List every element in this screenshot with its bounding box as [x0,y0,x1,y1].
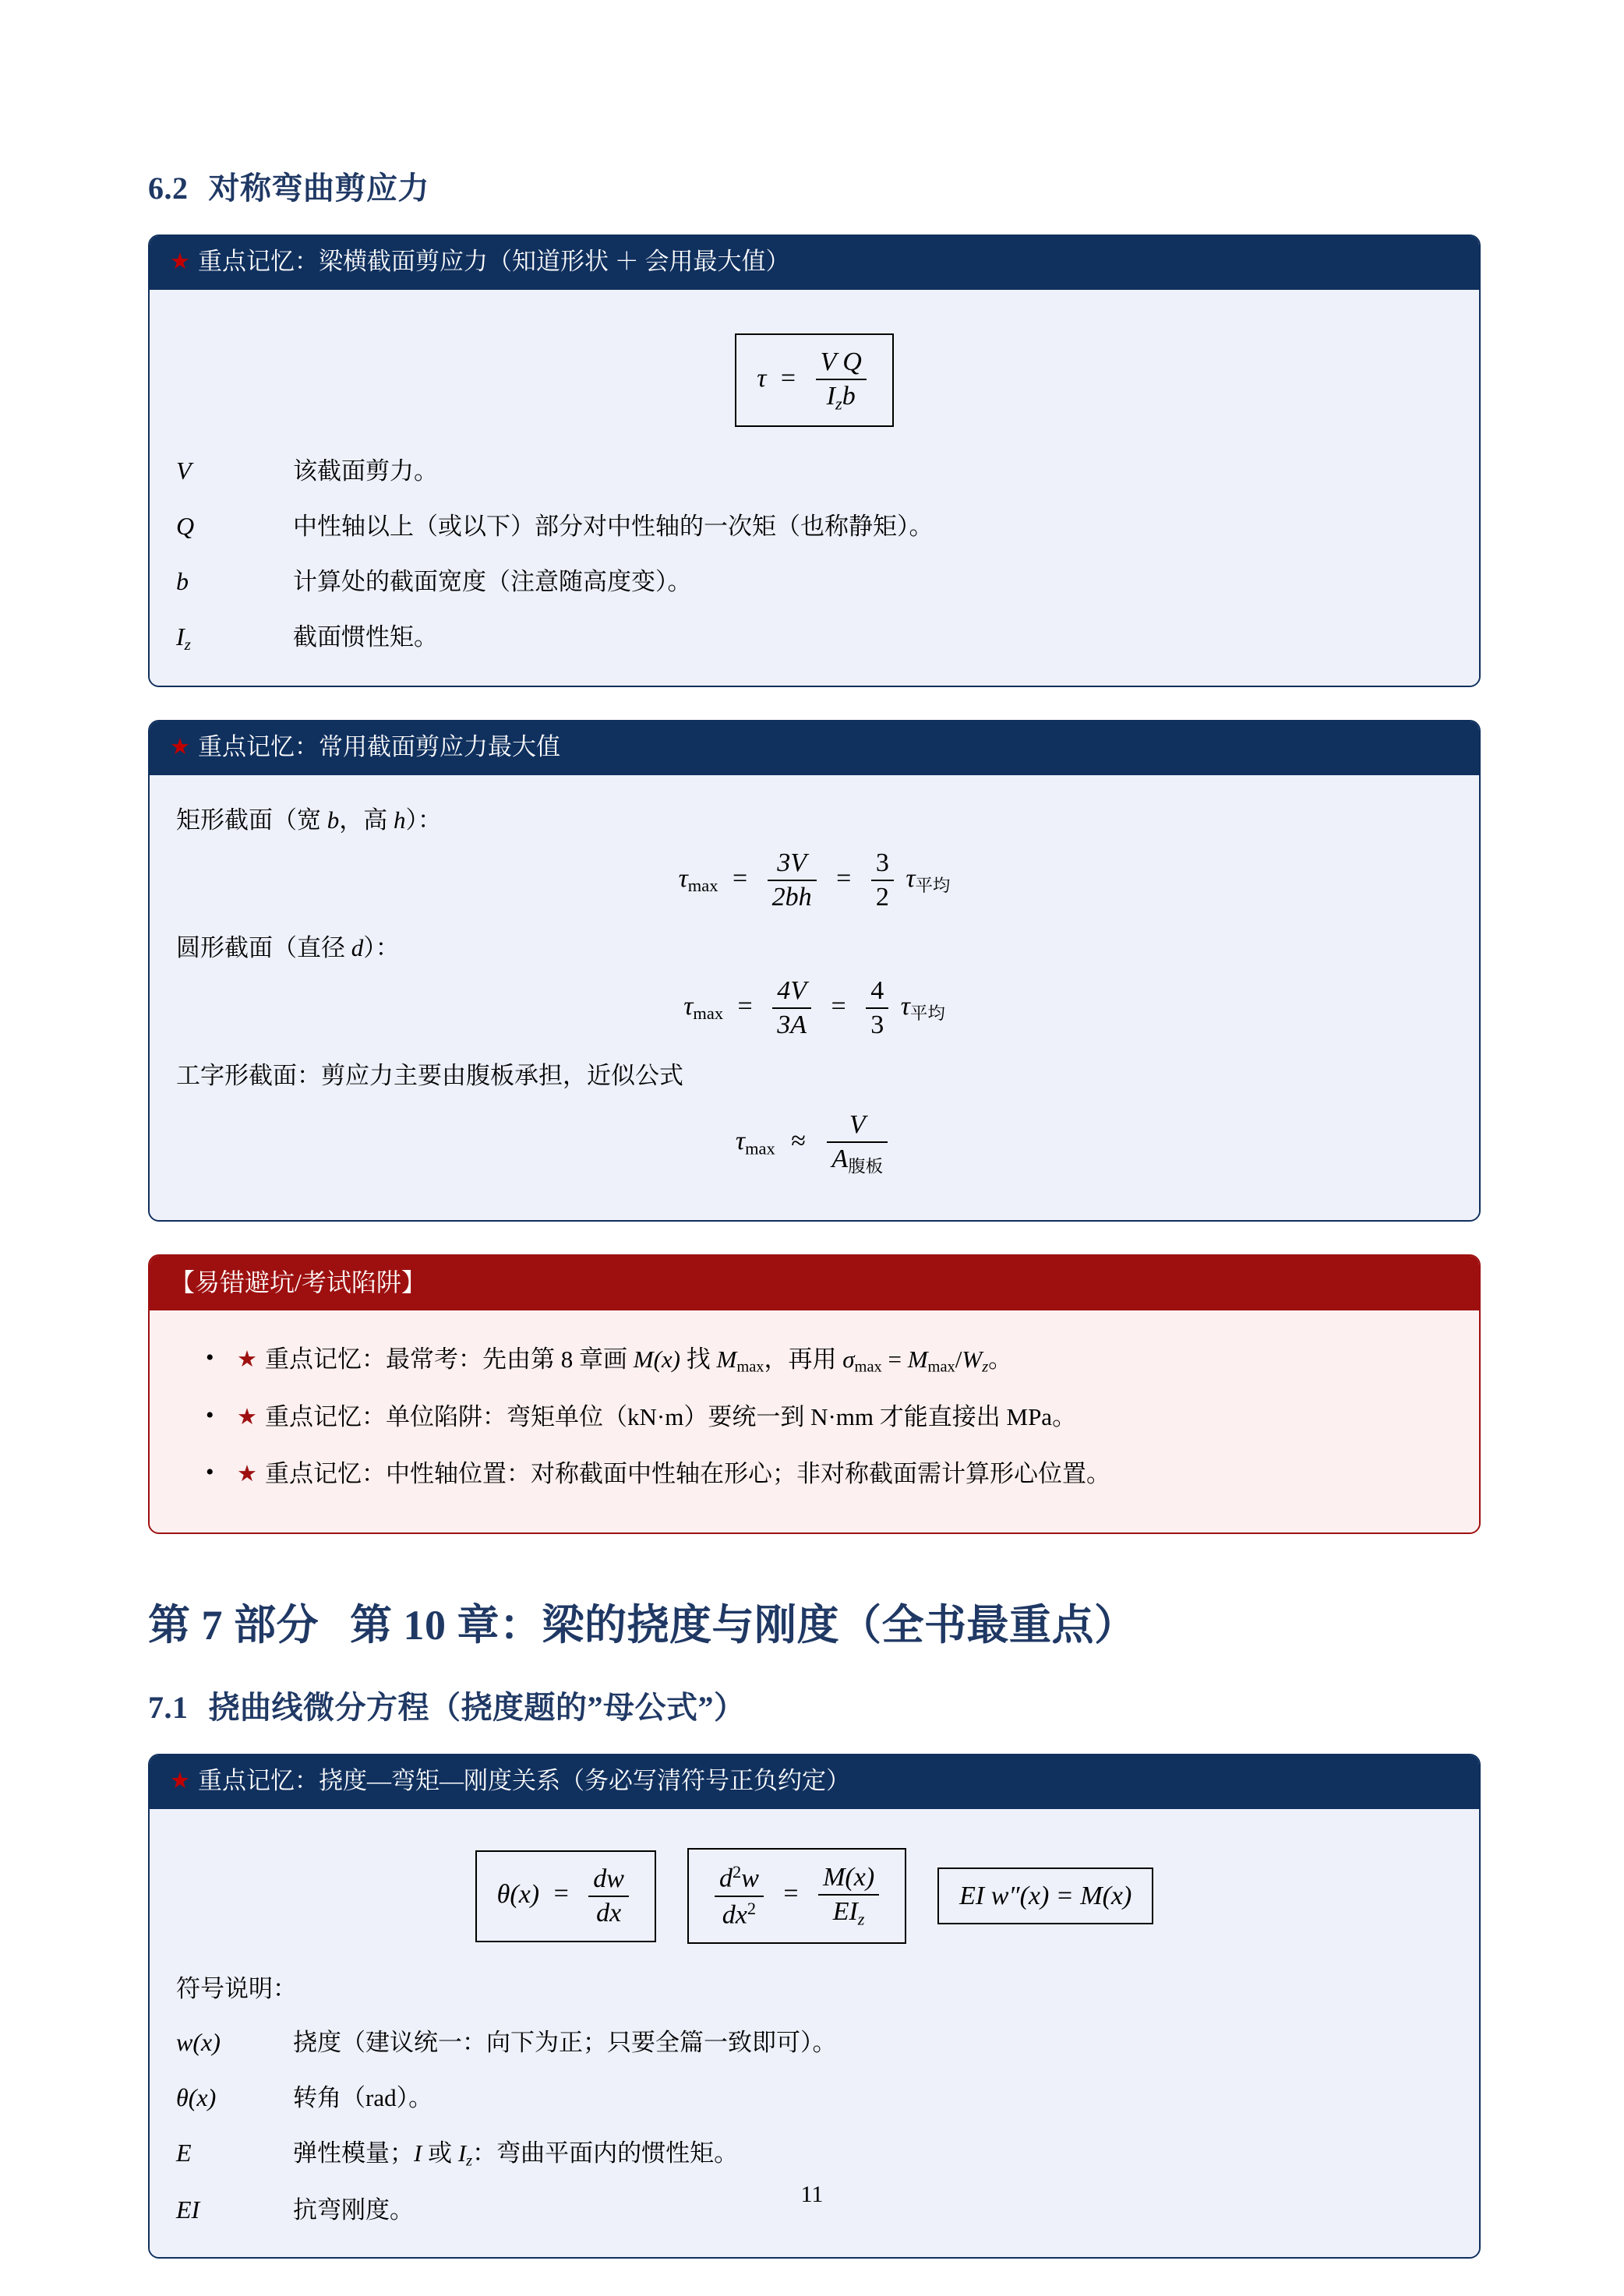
callout-box-shear-stress [148,235,1481,687]
fraction-denominator: dx [588,1896,629,1928]
pitfall-list [176,1342,1453,1492]
formula-box [735,333,894,427]
rect-label-post: ）： [405,806,442,834]
star-icon: ★ [170,1769,190,1794]
rect-section-label [176,802,1453,839]
formula-fraction [816,347,867,413]
fraction-numerator: 3V [777,848,807,877]
pitfall-mmax: $M_{max}$ [716,1345,764,1376]
circle-label-post: ）： [363,934,400,962]
definition-symbol [176,619,293,656]
definition-text: 抗弯刚度。 [293,2196,414,2224]
formula-rect-max-shear [176,848,1453,912]
definition-symbol: b [176,566,189,595]
formula-fraction-1 [768,848,817,912]
denominator-exponent: 2 [747,1898,757,1918]
star-icon: ★ [170,735,190,760]
definition-text-I: I [414,2139,422,2167]
definition-text: 该截面剪力。 [293,457,438,485]
fraction-numerator [715,1862,764,1896]
definition-symbol-sub: z [184,634,191,654]
definition-text-mid: 或 [422,2139,458,2167]
formula-tail-sub: 平均 [909,1003,945,1024]
numerator-d: d [718,1864,733,1893]
callout-box-pitfalls [148,1254,1481,1534]
part-title: 第 10 章：梁的挠度与刚度（全书最重点） [350,1602,1137,1649]
callout-body [150,290,1479,686]
pitfall-prefix: 重点记忆：最常考：先由第 8 章画 [265,1345,634,1373]
formula-tail-sub: 平均 [915,876,951,896]
ibeam-section-label: 工字形截面：剪应力主要由腹板承担，近似公式 [176,1062,683,1090]
rect-label-mid: ，高 [339,806,394,834]
page-number: 11 [800,2181,824,2207]
formula-tau-vq [176,333,1453,427]
definition-row [176,453,1453,488]
star-icon: ★ [170,249,190,274]
section-heading-7-1 [148,1683,1481,1727]
pitfall-mid-2: ，再用 [764,1345,843,1373]
formula-lhs-sub: max [693,1003,724,1024]
section-title: 挠曲线微分方程（挠度题的”母公式”） [208,1690,746,1726]
formula-circle-max-shear [176,976,1453,1040]
pitfall-mx: M(x) [633,1345,680,1373]
formula-equals: = [783,1879,799,1909]
pitfall-mid-1: 找 [680,1345,717,1373]
symbol-note: 符号说明： [176,1975,297,2003]
definition-row [176,2080,1453,2115]
denominator-subscript: z [857,1909,865,1929]
fraction-numerator: 4V [777,976,807,1006]
callout-header [150,1256,1479,1310]
fraction-denominator: 3A [772,1007,811,1040]
pitfall-suffix: 。 [988,1345,1013,1373]
fraction-numerator: 3 [875,848,889,877]
formula-box-second-derivative [687,1848,906,1944]
formula-lhs-sub: max [745,1138,775,1159]
fraction-denominator [816,379,867,413]
formula-equals-2: = [836,863,852,893]
fraction-denominator [827,1141,888,1176]
formula-ibeam-max-shear [176,1110,1453,1176]
definition-text-Iz: $I_z$ [457,2139,473,2170]
deflection-formula-row [176,1848,1453,1944]
numerator-exponent: 2 [732,1861,742,1882]
star-icon: ★ [237,1461,257,1487]
formula-equals-2: = [831,991,846,1021]
denominator-EI: EI [832,1897,858,1927]
fraction-denominator: 3 [866,1007,888,1040]
fraction-denominator [818,1894,879,1928]
definition-text: 中性轴以上（或以下）部分对中性轴的一次矩（也称静矩）。 [293,513,934,541]
callout-header-text: 重点记忆：常用截面剪应力最大值 [198,733,560,761]
formula-box-theta [475,1850,656,1942]
callout-body [150,775,1479,1220]
formula-fraction-left [715,1862,764,1930]
definition-row [176,564,1453,599]
formula-fraction-1 [772,976,811,1040]
numerator-w: w [741,1864,759,1893]
definition-row [176,2025,1453,2060]
denominator-dx: dx [722,1900,747,1930]
pitfall-text: 重点记忆：中性轴位置：对称截面中性轴在形心；非对称截面需计算形心位置。 [265,1459,1110,1487]
callout-header [150,1755,1479,1809]
formula-equals: = [780,363,796,393]
formula-lhs: τ [735,1127,746,1156]
callout-body [150,1310,1479,1532]
definition-row [176,619,1453,656]
pitfall-text: 重点记忆：单位陷阱：弯矩单位（kN·m）要统一到 N·mm 才能直接出 MPa。 [265,1403,1077,1431]
denominator-subscript: z [835,393,842,414]
definition-symbol: w(x) [176,2028,221,2057]
formula-tail: τ [906,863,916,893]
definition-symbol: E [176,2139,192,2167]
fraction-numerator: M(x) [823,1863,875,1892]
definition-symbol: θ(x) [176,2083,217,2112]
denominator-A: A [831,1144,849,1174]
formula-fraction-2 [866,976,888,1040]
fraction-denominator [715,1896,764,1931]
fraction-denominator: 2bh [768,880,817,912]
formula-lhs: τ [678,863,688,893]
list-item [237,1456,1453,1493]
denominator-subscript: 腹板 [848,1156,884,1176]
formula-box-ei-w: EI w″(x) = M(x) [937,1867,1153,1924]
symbol-definitions-list [176,453,1453,656]
section-title: 对称弯曲剪应力 [208,171,429,206]
callout-header [150,721,1479,775]
formula-tail: τ [900,991,910,1021]
definition-text [293,2136,1453,2172]
section-heading-6-2 [148,164,1481,208]
circle-label-d: d [351,934,364,962]
formula-fraction [827,1110,888,1176]
part-heading-7 [148,1592,1481,1652]
fraction-numerator: V Q [820,347,862,376]
circle-section-label [176,929,1453,967]
fraction-numerator: 4 [870,976,884,1006]
list-item [237,1399,1453,1436]
callout-box-max-shear [148,720,1481,1222]
rect-label-b: b [327,806,340,834]
rect-label-pre: 矩形截面（宽 [176,806,327,834]
definition-symbol: EI [176,2195,200,2224]
formula-equals-1: = [737,991,753,1021]
callout-header [150,236,1479,290]
page-content [148,164,1481,2291]
formula-lhs: θ(x) [496,1879,540,1909]
circle-label-pre: 圆形截面（直径 [176,934,351,962]
formula-fraction-2 [871,848,894,912]
formula-lhs-sub: max [687,876,718,896]
callout-header-text: 【易错避坑/考试陷阱】 [170,1268,426,1296]
fraction-numerator: V [849,1110,866,1140]
formula-fraction-right [818,1863,879,1928]
formula-lhs: τ [757,363,767,393]
definition-text-post: ：弯曲平面内的惯性矩。 [472,2139,739,2167]
definition-symbol-base: I [176,622,185,651]
callout-header-text: 重点记忆：挠度—弯矩—刚度关系（务必写清符号正负约定） [198,1767,850,1795]
denominator-b: b [842,381,856,411]
definition-row [176,2136,1453,2172]
rect-label-h: h [394,806,406,834]
formula-equals-1: = [732,863,748,893]
star-icon: ★ [237,1405,257,1430]
fraction-denominator: 2 [871,880,894,912]
definition-text: 挠度（建议统一：向下为正；只要全篇一致即可）。 [293,2029,837,2057]
definition-text: 转角（rad）。 [293,2084,433,2112]
callout-header-text: 重点记忆：梁横截面剪应力（知道形状 ＋ 会用最大值） [198,248,790,275]
definition-row [176,509,1453,544]
pitfall-sigma-formula: $\sigma_{max} = M_{max}/W_z$ [842,1345,989,1376]
section-number: 7.1 [148,1690,189,1726]
formula-approx: ≈ [791,1127,806,1156]
formula-equals: = [553,1879,569,1909]
list-item [237,1342,1453,1379]
denominator-I: I [826,381,835,411]
definition-text: 截面惯性矩。 [293,622,438,651]
fraction-numerator: dw [593,1864,624,1893]
formula-fraction [588,1864,629,1928]
definition-symbol: V [176,457,192,485]
definition-symbol: Q [176,512,195,541]
part-label: 第 7 部分 [148,1602,319,1649]
definition-text-pre: 弹性模量； [293,2139,414,2167]
formula-lhs: τ [683,991,694,1021]
section-number: 6.2 [148,171,189,206]
definition-text: 计算处的截面宽度（注意随高度变）。 [293,567,692,595]
star-icon: ★ [237,1346,257,1372]
